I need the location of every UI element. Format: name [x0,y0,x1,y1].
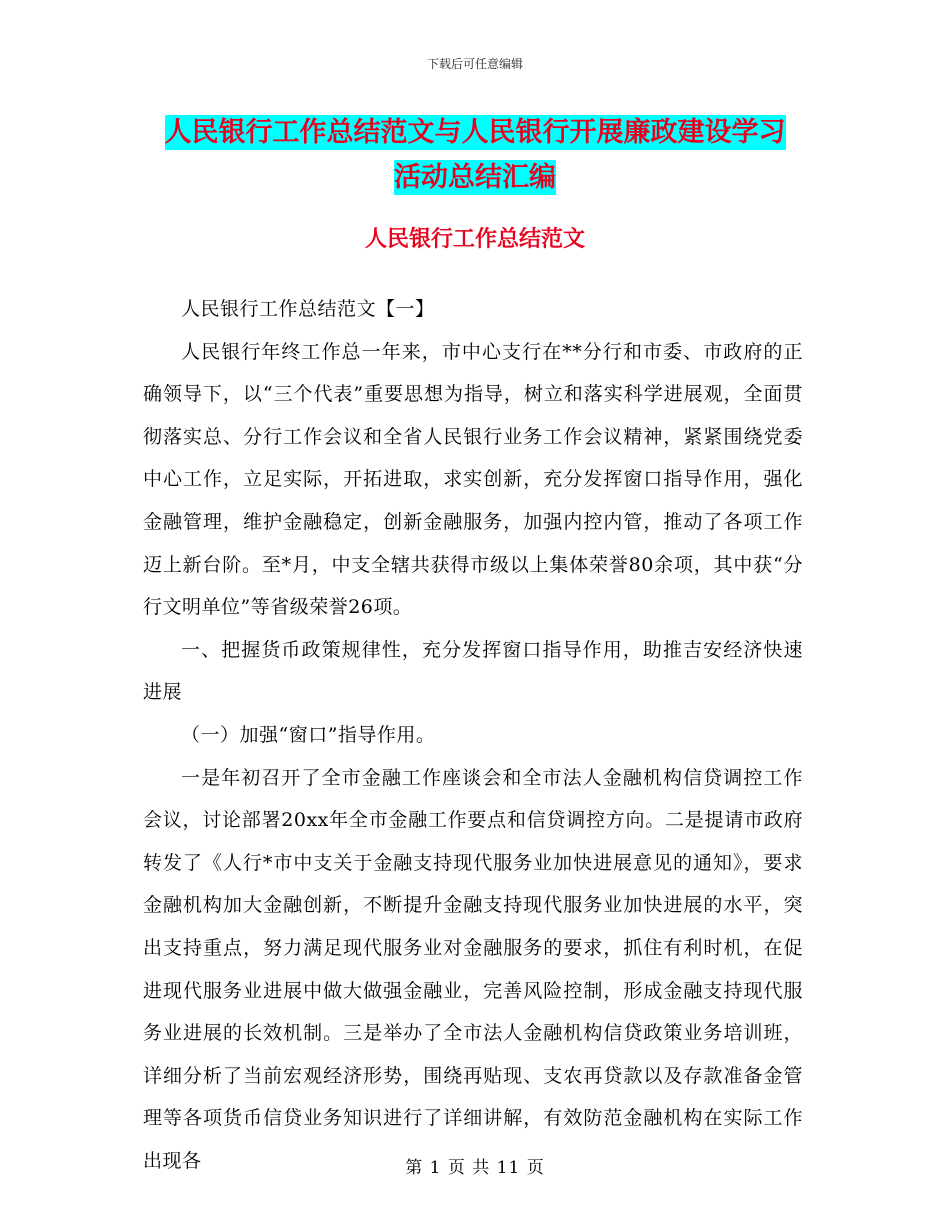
paragraph-subheading: （一）加强“窗口”指导作用。 [181,723,436,746]
paragraph-heading: 一、把握货币政策规律性，充分发挥窗口指导作用，助推吉安经济快速进展 [143,638,803,704]
page-footer: 第 1 页 共 11 页 [405,1158,545,1178]
document-title-line-1: 人民银行工作总结范文与人民银行开展廉政建设学习 [164,117,786,148]
section-title: 人民银行工作总结范文 [364,227,585,252]
paragraph: 一是年初召开了全市金融工作座谈会和全市法人金融机构信贷调控工作会议，讨论部署20xx年全市金融工作要点和信贷调控方向。二是提请市政府转发了《人行*市中支关于金融支持现代服务业加快进展意见的通知》，要求金融机构加大金融创新，不断提升金融支持现代服务业加快进展的水平，突出支持重点，努力满足现代服务业对金融服务的要求，抓住有利时机，在促进现代服务业进展中做大做强金融业，完善风险控制，形成金融支持现代服务业进展的长效机制。三是举办了全市法人金融机构信贷政策业务培训班，详细分析了当前宏观经济形势，围绕再贴现、支农再贷款以及存款准备金管理等各项货币信贷业务知识进行了详细讲解，有效防范金融机构在实际工作出现各 [143,766,803,1172]
document-title-line-2: 活动总结汇编 [394,162,556,193]
paragraph-subtitle: 人民银行工作总结范文【一】 [181,298,435,320]
paragraph: 人民银行年终工作总一年来，市中心支行在**分行和市委、市政府的正确领导下，以“三个代表”重要思想为指导，树立和落实科学进展观，全面贯彻落实总、分行工作会议和全省人民银行业务工作会议精神，紧紧围绕党委中心工作，立足实际，开拓进取，求实创新，充分发挥窗口指导作用，强化金融管理，维护金融稳定，创新金融服务，加强内控内管，推动了各项工作迈上新台阶。至*月，中支全辖共获得市级以上集体荣誉80余项，其中获“分行文明单位”等省级荣誉26项。 [143,340,803,619]
document-title [140,110,810,200]
body-text [143,288,803,1182]
header-note: 下载后可任意编辑 [426,57,523,71]
